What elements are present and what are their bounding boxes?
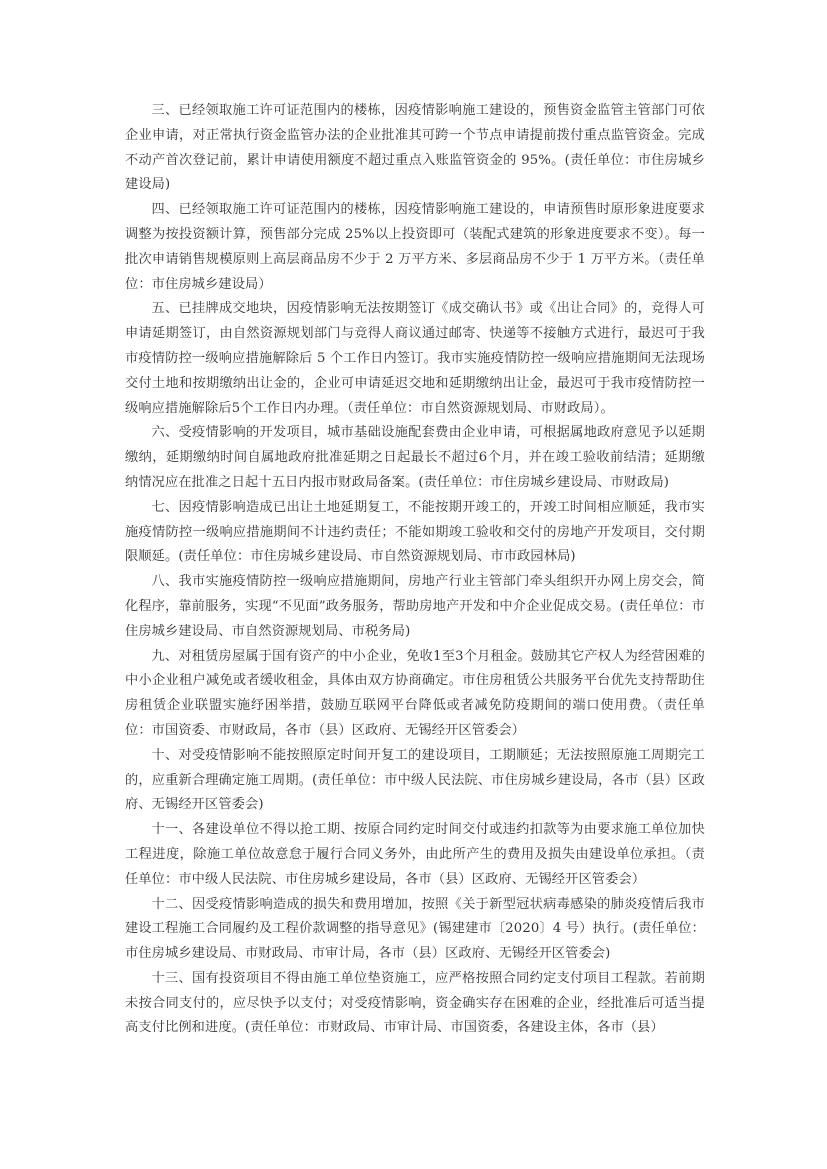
paragraph-13: 十三、国有投资项目不得由施工单位垫资施工，应严格按照合同约定支付项目工程款。若前期未按合同支付的，应尽快予以支付；对受疫情影响，资金确实存在困难的企业，经批准后可适当提高支付比例和进度。(责任单位：市财政局、市审计局、市国资委，各建设主体，各市（县） bbox=[125, 970, 705, 1036]
paragraph-3: 三、已经领取施工许可证范围内的楼栋，因疫情影响施工建设的，预售资金监管主管部门可依企业申请，对正常执行资金监管办法的企业批准其可跨一个节点申请提前拨付重点监管资金。完成不动产首次登记前，累计申请使用额度不超过重点入账监管资金的 95%。(责任单位：市住房城乡建设局) bbox=[125, 103, 705, 193]
paragraph-12: 十二、因受疫情影响造成的损失和费用增加，按照《关于新型冠状病毒感染的肺炎疫情后我市建设工程施工合同履约及工程价款调整的指导意见》(锡建建市〔2020〕4 号）执行。(责任单位：市住房城乡建设局、市财政局、市审计局，各市（县）区政府、无锡经开区管委会) bbox=[125, 896, 705, 962]
paragraph-9: 九、对租赁房屋属于国有资产的中小企业，免收1至3个月租金。鼓励其它产权人为经营困难的中小企业租户减免或者缓收租金，具体由双方协商确定。市住房租赁公共服务平台优先支持帮助住房租赁企业联盟实施纾困举措，鼓励互联网平台降低或者减免防疫期间的端口使用费。（责任单位：市国资委、市财政局，各市（县）区政府、无锡经开区管委会） bbox=[125, 648, 705, 738]
paragraph-6: 六、受疫情影响的开发项目，城市基础设施配套费由企业申请，可根据属地政府意见予以延期缴纳，延期缴纳时间自属地政府批准延期之日起最长不超过6个月，并在竣工验收前结清；延期缴纳情况应在批准之日起十五日内报市财政局备案。(责任单位：市住房城乡建设局、市财政局) bbox=[125, 425, 705, 490]
paragraph-7: 七、因疫情影响造成已出让土地延期复工，不能按期开竣工的，开竣工时间相应顺延，我市实施疫情防控一级响应措施期间不计违约责任；不能如期竣工验收和交付的房地产开发项目，交付期限顺延。(责任单位：市住房城乡建设局、市自然资源规划局、市市政园林局) bbox=[125, 499, 705, 565]
document-body bbox=[125, 99, 705, 1041]
paragraph-11: 十一、各建设单位不得以抢工期、按原合同约定时间交付或违约扣款等为由要求施工单位加快工程进度，除施工单位故意怠于履行合同义务外，由此所产生的费用及损失由建设单位承担。（责任单位：市中级人民法院、市住房城乡建设局，各市（县）区政府、无锡经开区管委会） bbox=[125, 822, 705, 887]
paragraph-5: 五、已挂牌成交地块，因疫情影响无法按期签订《成交确认书》或《出让合同》的，竞得人可申请延期签订，由自然资源规划部门与竞得人商议通过邮寄、快递等不接触方式进行，最迟可于我市疫情防控一级响应措施解除后 5 个工作日内签订。我市实施疫情防控一级响应措施期间无法现场交付土地和按期缴纳出让金的，企业可申请延迟交地和延期缴纳出让金，最迟可于我市疫情防控一级响应措施解除后5个工作日内办理。（责任单位：市自然资源规划局、市财政局）。 bbox=[125, 301, 705, 416]
paragraph-4: 四、已经领取施工许可证范围内的楼栋，因疫情影响施工建设的，申请预售时原形象进度要求调整为按投资额计算，预售部分完成 25%以上投资即可（装配式建筑的形象进度要求不变）。每一批次申请销售规模原则上高层商品房不少于 2 万平方米、多层商品房不少于 1 万平方米。（责任单位：市住房城乡建设局） bbox=[125, 202, 705, 292]
paragraph-8: 八、我市实施疫情防控一级响应措施期间，房地产行业主管部门牵头组织开办网上房交会，简化程序，靠前服务，实现“不见面”政务服务，帮助房地产开发和中介企业促成交易。(责任单位：市住房城乡建设局、市自然资源规划局、市税务局) bbox=[125, 574, 705, 639]
paragraph-10: 十、对受疫情影响不能按照原定时间开复工的建设项目，工期顺延；无法按照原施工周期完工的，应重新合理确定施工周期。(责任单位：市中级人民法院、市住房城乡建设局，各市（县）区政府、无锡经开区管委会) bbox=[125, 747, 705, 813]
